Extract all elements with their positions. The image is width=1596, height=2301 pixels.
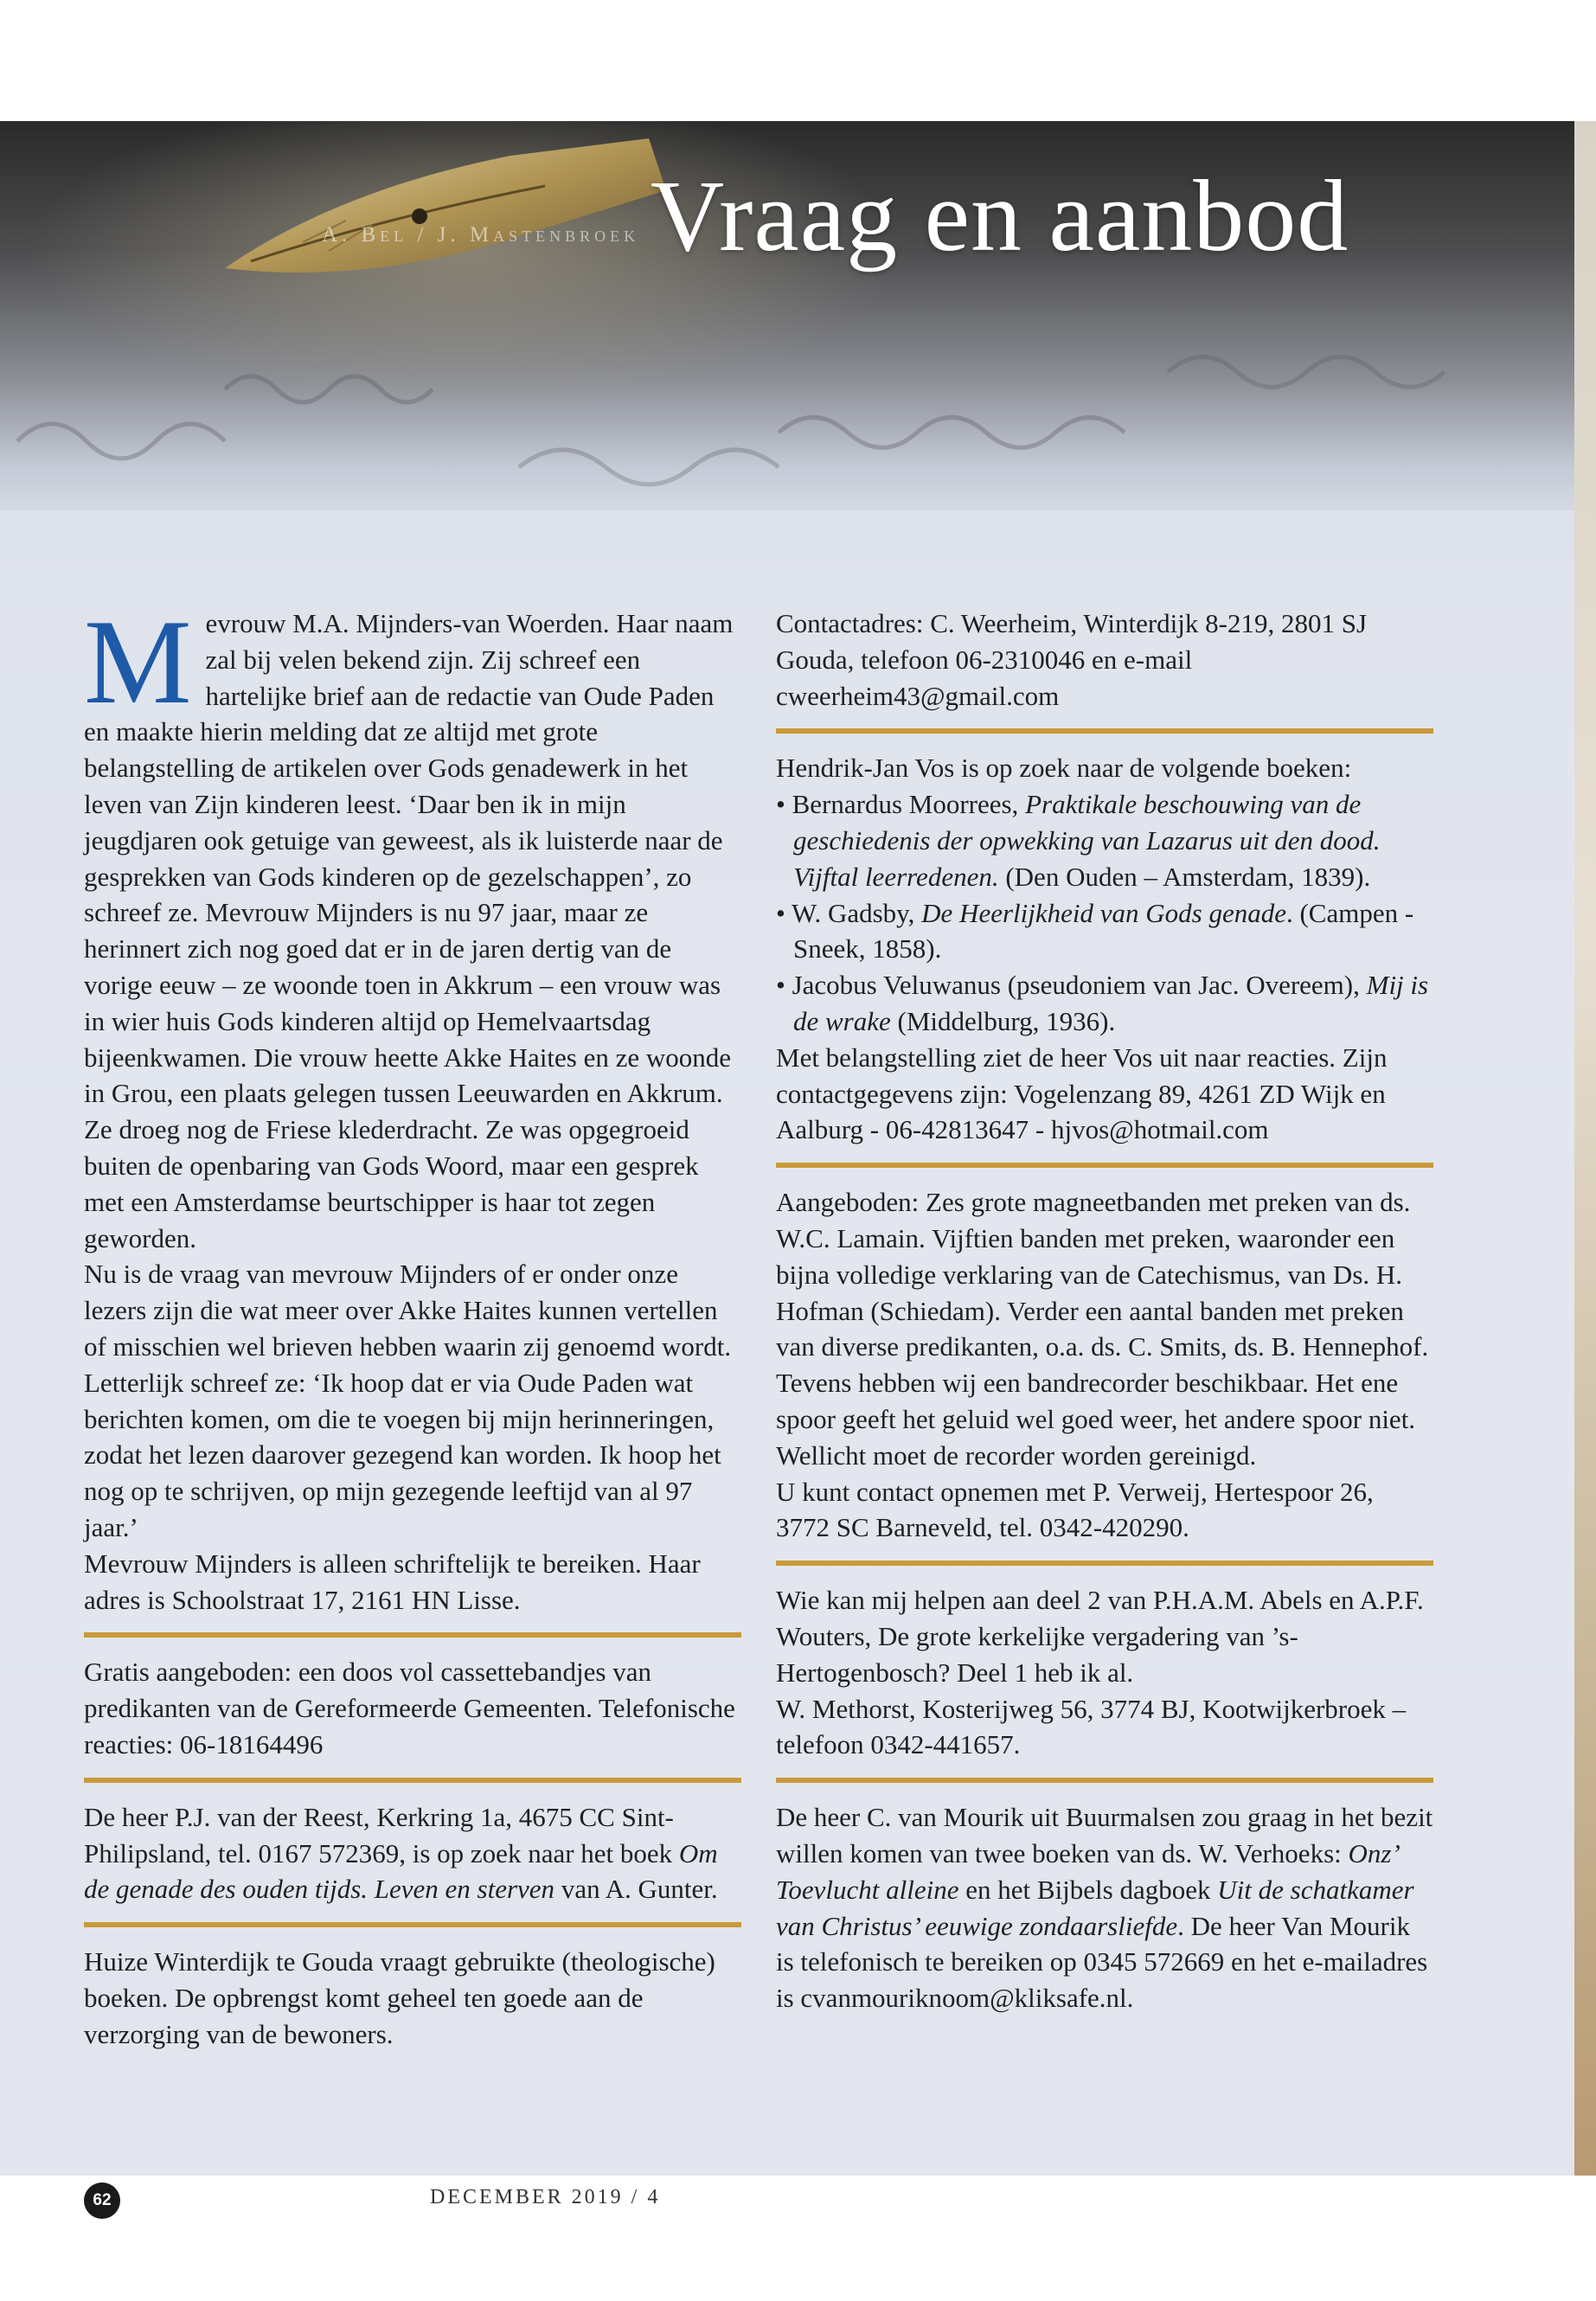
divider: [84, 1632, 741, 1638]
ad-abels: Wie kan mij helpen aan deel 2 van P.H.A.M. Abels en A.P.F. Wouters, De grote kerkelijke vergadering van ’s-Hertogenbosch? Deel 1 heb ik al.: [776, 1585, 1424, 1688]
byline: A. Bel / J. Mastenbroek: [322, 223, 640, 247]
page-title: Vraag en aanbod: [651, 159, 1349, 272]
book-item: • Bernardus Moorrees, Praktikale beschouwing van de geschiedenis der opwekking van Lazarus uit den dood. Vijftal leerredenen. (Den Ouden – Amsterdam, 1839).: [776, 789, 1381, 892]
ad-magnetic-tapes: Aangeboden: Zes grote magneetbanden met preken van ds. W.C. Lamain. Vijftien banden met preken, waaronder een bijna volledige verklaring van de Catechismus, van Ds. H. Hofman (Schiedam). Verder een aantal banden met preken van diverse predikanten, o.a. ds. C. Smits, ds. B. Hennephof. Tevens hebben wij een bandrecorder beschikbaar. Het ene spoor geeft het geluid wel goed weer, het andere spoor niet. Wellicht moet de recorder worden gereinigd.: [776, 1187, 1429, 1471]
ad-winterdijk: Huize Winterdijk te Gouda vraagt gebruikte (theologische) boeken. De opbrengst komt geheel ten goede aan de verzorging van de bewoners.: [84, 1946, 715, 2049]
article-paragraph: Nu is de vraag van mevrouw Mijnders of er onder onze lezers zijn die wat meer over Akke Haites kunnen vertellen of misschien wel brieven hebben waarin zij genoemd wordt. Letterlijk schreef ze: ‘Ik hoop dat er via Oude Paden wat berichten komen, om die te voegen bij mijn herinneringen, zodat het lezen daarover gezegend kan worden. Ik hoop het nog op te schrijven, op mijn gezegende leeftijd van al 97 jaar.’: [84, 1259, 732, 1542]
divider: [776, 1561, 1433, 1566]
header-banner: [0, 121, 1574, 510]
page-background: [0, 121, 1574, 2209]
page-number-badge: 62: [84, 2182, 120, 2219]
divider: [776, 1778, 1433, 1783]
ad-vos-contact: Met belangstelling ziet de heer Vos uit naar reacties. Zijn contactgegevens zijn: Vogelenzang 89, 4261 ZD Wijk en Aalburg - 06-42813647 - hjvos@hotmail.com: [776, 1042, 1388, 1145]
book-item: • W. Gadsby, De Heerlijkheid van Gods genade. (Campen - Sneek, 1858).: [776, 897, 1414, 965]
article-paragraph: Mevrouw Mijnders is alleen schriftelijk te bereiken. Haar adres is Schoolstraat 17, 2161 HN Lisse.: [84, 1548, 701, 1615]
ad-cassettes: Gratis aangeboden: een doos vol cassettebandjes van predikanten van de Gereformeerde Gemeenten. Telefonische reacties: 06-18164496: [84, 1657, 735, 1759]
handwriting-background-image: [0, 337, 1574, 510]
footer: [84, 2182, 776, 2226]
issue-label: DECEMBER 2019 / 4: [430, 2186, 661, 2208]
book-item: • Jacobus Veluwanus (pseudoniem van Jac. Overeem), Mij is de wrake (Middelburg, 1936).: [776, 970, 1429, 1036]
divider: [776, 1163, 1433, 1168]
right-column: [776, 606, 1433, 2016]
ad-tapes-contact: U kunt contact opnemen met P. Verweij, Hertespoor 26, 3772 SC Barneveld, tel. 0342-420290.: [776, 1476, 1374, 1543]
article-mijnders: Mevrouw M.A. Mijnders-van Woerden. Haar naam zal bij velen bekend zijn. Zij schreef een hartelijke brief aan de redactie van Oude Paden en maakte hierin melding dat ze altijd met grote belangstelling de artikelen over Gods genadewerk in het leven van Zijn kinderen leest. ‘Daar ben ik in mijn jeugdjaren ook getuige van geweest, als ik luisterde naar de gesprekken van Gods kinderen op de gezelschappen’, zo schreef ze. Mevrouw Mijnders is nu 97 jaar, maar ze herinnert zich nog goed dat er in de jaren dertig van de vorige eeuw – ze woonde toen in Akkrum – een vrouw was in wier huis Gods kinderen altijd op Hemelvaartsdag bijeenkwamen. Die vrouw heette Akke Haites en ze woonde in Grou, een plaats gelegen tussen Leeuwarden en Akkrum. Ze droeg nog de Friese klederdracht. Ze was opgegroeid buiten de openbaring van Gods Woord, maar een gesprek met een Amsterdamse beurtschipper is haar tot zegen geworden.: [84, 595, 734, 1253]
divider: [84, 1778, 741, 1783]
contact-address: Contactadres: C. Weerheim, Winterdijk 8-219, 2801 SJ Gouda, telefoon 06-2310046 en e-mail cweerheim43@gmail.com: [776, 608, 1368, 711]
ad-methorst-contact: W. Methorst, Kosterijweg 56, 3774 BJ, Kootwijkerbroek – telefoon 0342-441657.: [776, 1693, 1407, 1760]
left-column: [84, 595, 741, 2052]
divider: [84, 1922, 741, 1927]
ad-vos-intro: Hendrik-Jan Vos is op zoek naar de volgende boeken:: [776, 753, 1352, 784]
dropcap: M: [84, 595, 192, 729]
divider: [776, 728, 1433, 734]
page-edge: [1574, 121, 1596, 2176]
ad-van-mourik: De heer C. van Mourik uit Buurmalsen zou graag in het bezit willen komen van twee boeken van ds. W. Verhoeks: Onz’ Toevlucht alleine en het Bijbels dagboek Uit de schatkamer van Christus’ eeuwige zondaarsliefde. De heer Van Mourik is telefonisch te bereiken op 0345 572669 en het e-mailadres is cvanmouriknoom@kliksafe.nl.: [776, 1802, 1433, 2014]
ad-van-der-reest: De heer P.J. van der Reest, Kerkring 1a, 4675 CC Sint-Philipsland, tel. 0167 572369, is op zoek naar het boek Om de genade des ouden tijds. Leven en sterven van A. Gunter.: [84, 1801, 718, 1905]
